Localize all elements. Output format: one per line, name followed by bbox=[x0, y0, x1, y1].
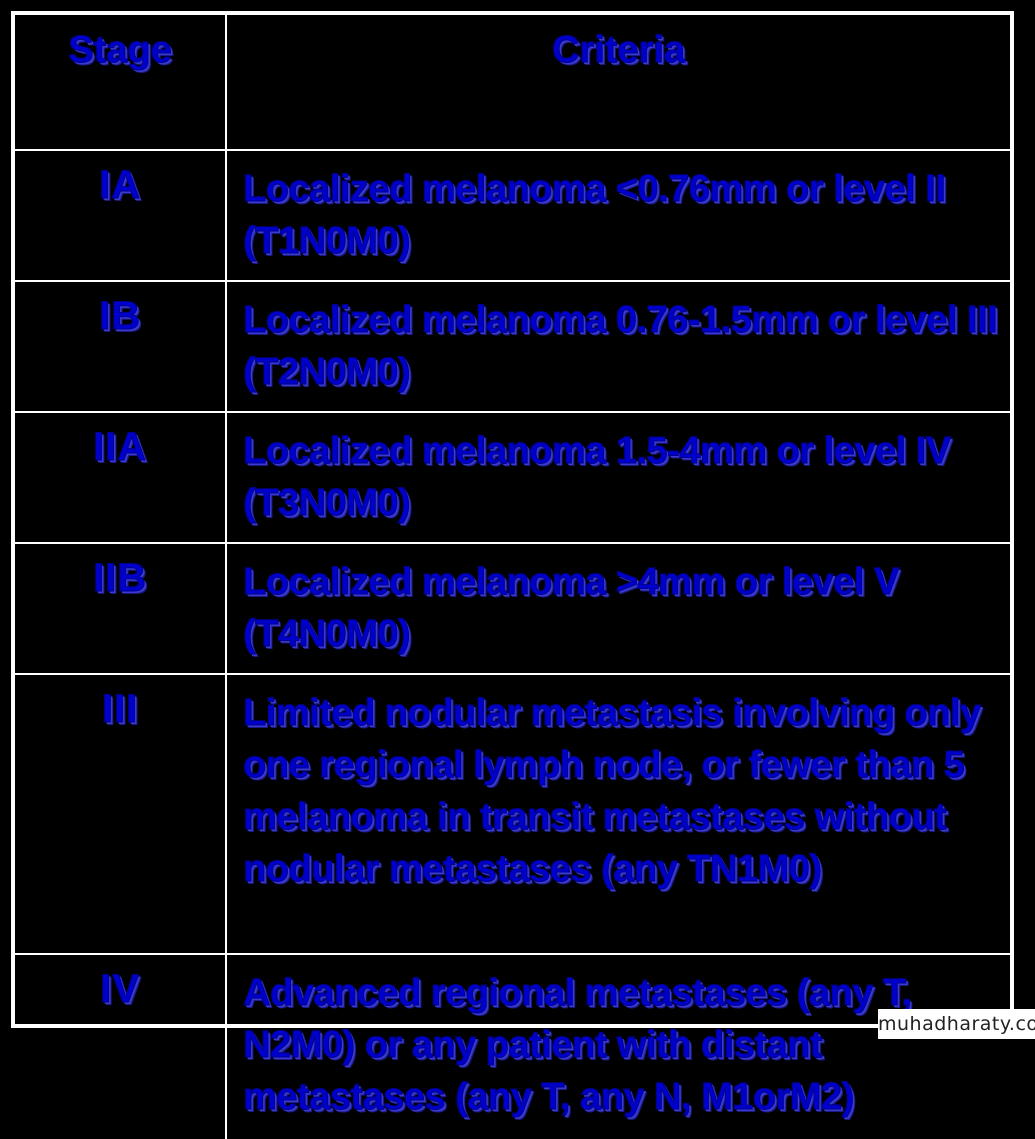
melanoma-staging-table bbox=[15, 15, 1010, 1139]
criteria-cell: Localized melanoma 0.76-1.5mm or level III (T2N0M0) bbox=[226, 281, 1010, 412]
stage-cell: IV bbox=[15, 954, 226, 1139]
stage-cell: IB bbox=[15, 281, 226, 412]
staging-table-frame bbox=[11, 11, 1014, 1028]
stage-cell: IA bbox=[15, 150, 226, 281]
table-row bbox=[15, 543, 1010, 674]
criteria-cell: Localized melanoma 1.5-4mm or level IV (T3N0M0) bbox=[226, 412, 1010, 543]
criteria-cell: Advanced regional metastases (any T, N2M0) or any patient with distant metastases (any T, any N, M1orM2) bbox=[226, 954, 1010, 1139]
table-row bbox=[15, 954, 1010, 1139]
criteria-header: Criteria bbox=[226, 15, 1010, 150]
stage-cell: IIB bbox=[15, 543, 226, 674]
criteria-cell: Localized melanoma <0.76mm or level II (T1N0M0) bbox=[226, 150, 1010, 281]
criteria-cell: Limited nodular metastasis involving only one regional lymph node, or fewer than 5 melanoma in transit metastases without nodular metastases (any TN1M0) bbox=[226, 674, 1010, 954]
watermark-label: muhadharaty.co bbox=[878, 1009, 1035, 1039]
table-header-row bbox=[15, 15, 1010, 150]
table-row bbox=[15, 674, 1010, 954]
table-row bbox=[15, 150, 1010, 281]
stage-cell: III bbox=[15, 674, 226, 954]
stage-cell: IIA bbox=[15, 412, 226, 543]
table-row bbox=[15, 412, 1010, 543]
table-row bbox=[15, 281, 1010, 412]
criteria-cell: Localized melanoma >4mm or level V (T4N0M0) bbox=[226, 543, 1010, 674]
stage-header: Stage bbox=[15, 15, 226, 150]
